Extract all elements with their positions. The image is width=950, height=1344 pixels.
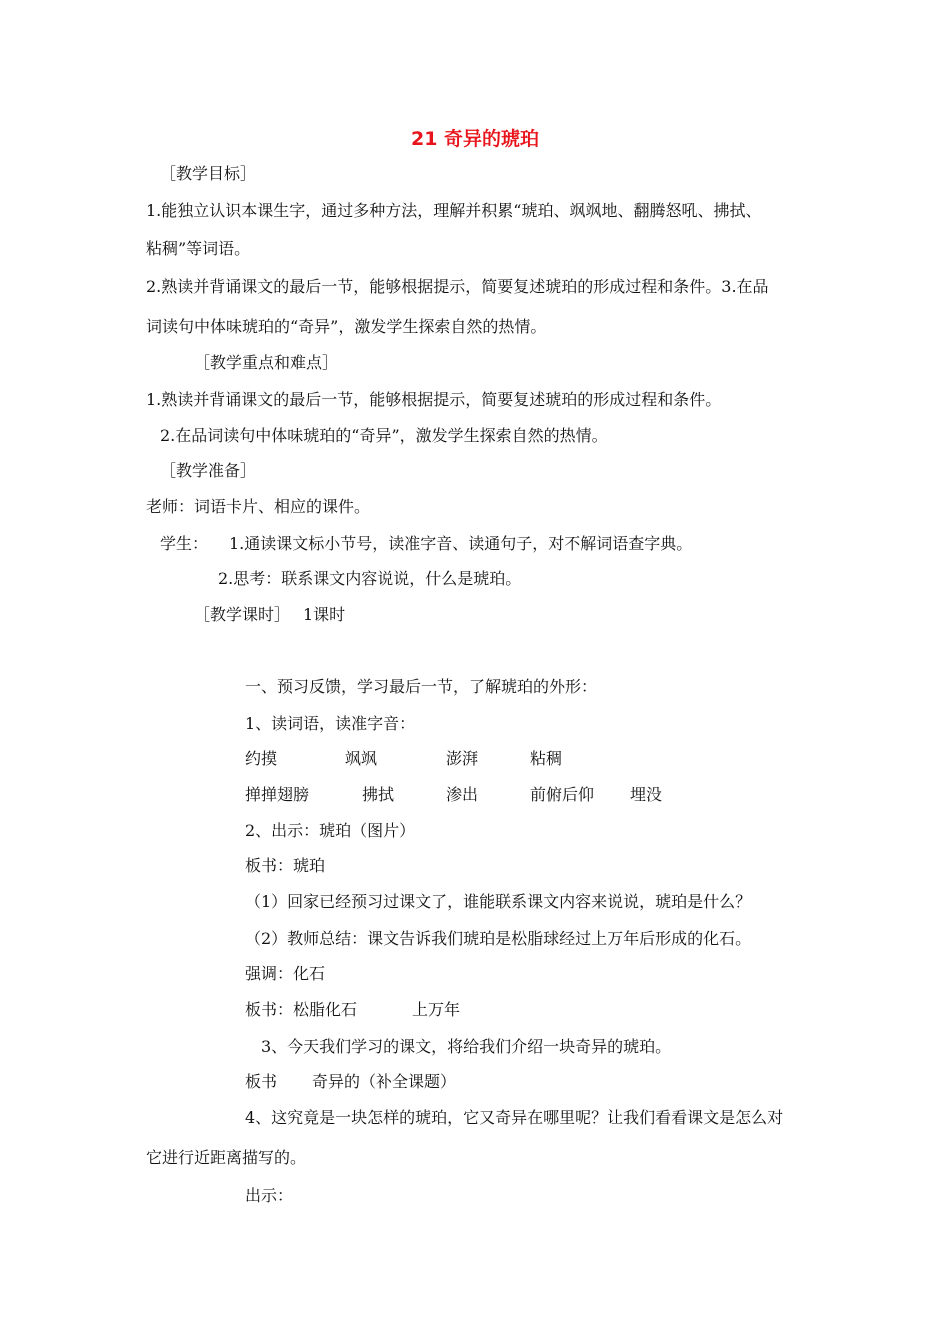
step-4-line-2: 它进行近距离描写的。 xyxy=(146,1148,307,1167)
preparation-student-item-1: 1.通读课文标小节号，读准字音、读通句子，对不解词语查字典。 xyxy=(229,534,693,553)
document-title: 21 奇异的琥珀 xyxy=(410,128,540,150)
objective-2-line-2: 词读句中体味琥珀的“奇异”，激发学生探索自然的热情。 xyxy=(146,317,547,336)
emphasis-note: 强调：化石 xyxy=(245,964,326,983)
vocab-word: 拂拭 xyxy=(362,785,395,804)
vocab-word: 澎湃 xyxy=(446,749,479,768)
question-2: （2）教师总结：课文告诉我们琥珀是松脂球经过上万年后形成的化石。 xyxy=(245,929,752,948)
board-note-3-label: 板书 xyxy=(245,1072,278,1091)
question-1: （1）回家已经预习过课文了，谁能联系课文内容来说说，琥珀是什么？ xyxy=(245,892,752,911)
step-1: 1、读词语，读准字音： xyxy=(245,714,416,733)
key-point-2: 2.在品词读句中体味琥珀的“奇异”，激发学生探索自然的热情。 xyxy=(160,426,608,445)
vocab-word: 约摸 xyxy=(245,749,278,768)
section-1-heading: 一、预习反馈，学习最后一节，了解琥珀的外形： xyxy=(245,677,598,696)
step-3: 3、今天我们学习的课文，将给我们介绍一块奇异的琥珀。 xyxy=(261,1037,672,1056)
hours-value: 1课时 xyxy=(303,605,346,624)
vocab-word: 粘稠 xyxy=(530,749,563,768)
preparation-student-item-2: 2.思考：联系课文内容说说，什么是琥珀。 xyxy=(218,569,522,588)
board-note-2: 板书：松脂化石 xyxy=(245,1000,358,1019)
vocab-word: 埋没 xyxy=(630,785,663,804)
vocab-word: 掸掸翅膀 xyxy=(245,785,310,804)
step-4-line-1: 4、这究竟是一块怎样的琥珀，它又奇异在哪里呢？让我们看看课文是怎么对 xyxy=(245,1108,784,1127)
board-note-2-extra: 上万年 xyxy=(412,1000,461,1019)
vocab-word: 前俯后仰 xyxy=(530,785,595,804)
objectives-heading: ［教学目标］ xyxy=(160,164,257,183)
key-point-1: 1.熟读并背诵课文的最后一节，能够根据提示，简要复述琥珀的形成过程和条件。 xyxy=(146,390,722,409)
preparation-heading: ［教学准备］ xyxy=(160,461,257,480)
board-note-3-text: 奇异的（补全课题） xyxy=(312,1072,457,1091)
objective-2-line-1: 2.熟读并背诵课文的最后一节，能够根据提示，简要复述琥珀的形成过程和条件。3.在品 xyxy=(146,277,769,296)
key-points-heading: ［教学重点和难点］ xyxy=(194,353,339,372)
show-label: 出示： xyxy=(245,1186,294,1205)
board-note-1: 板书：琥珀 xyxy=(245,856,326,875)
preparation-teacher: 老师：词语卡片、相应的课件。 xyxy=(146,497,371,516)
vocab-word: 渗出 xyxy=(446,785,479,804)
vocab-word: 飒飒 xyxy=(345,749,378,768)
step-2: 2、出示：琥珀（图片） xyxy=(245,821,416,840)
objective-1-line-2: 粘稠”等词语。 xyxy=(146,239,251,258)
objective-1-line-1: 1.能独立认识本课生字，通过多种方法，理解并积累“琥珀、飒飒地、翻腾怒吼、拂拭、 xyxy=(146,201,762,220)
preparation-student-label: 学生： xyxy=(160,534,209,553)
hours-heading: ［教学课时］ xyxy=(194,605,291,624)
